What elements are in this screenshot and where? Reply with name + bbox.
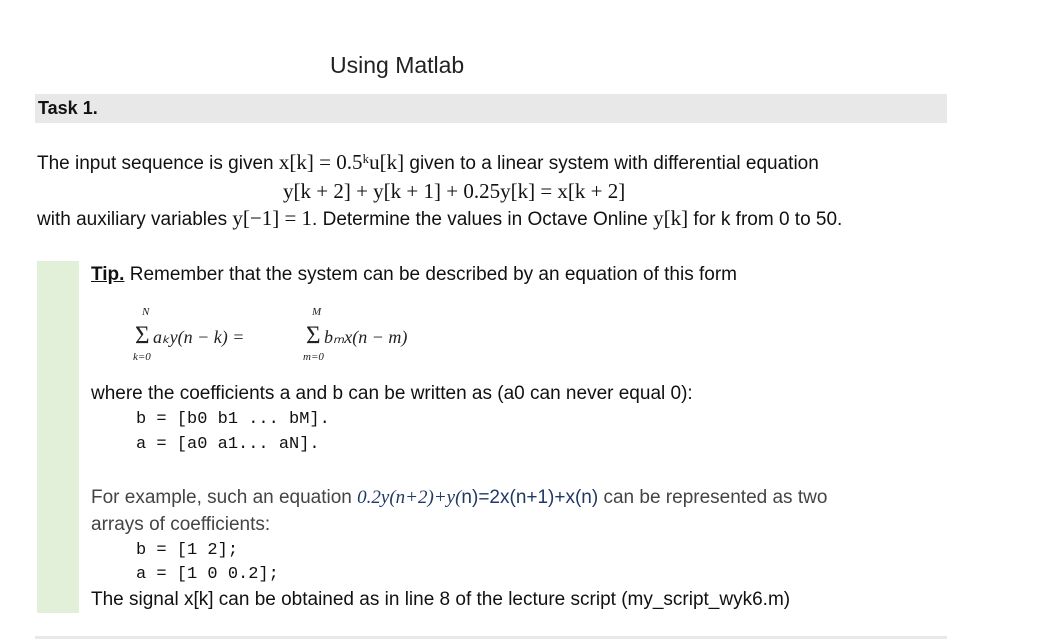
problem-line-3 — [37, 206, 842, 231]
text: given to a linear system with differential equation — [404, 153, 819, 174]
text: can be represented as two — [598, 487, 828, 508]
b-coefficients-line: b = [b0 b1 ... bM]. — [136, 410, 330, 429]
initial-condition-math: y[−1] = 1 — [232, 206, 313, 230]
sum1-upper-limit: N — [142, 306, 150, 318]
example-line-2: arrays of coefficients: — [91, 514, 271, 535]
example-equation-part2: )=2x(n+1)+x(n) — [472, 487, 599, 508]
tip-text: Remember that the system can be described by an equation of this form — [124, 264, 737, 285]
input-sequence-math: x[k] = 0.5ᵏu[k] — [278, 150, 405, 174]
example-equation-n: n — [461, 487, 472, 508]
a-example-line: a = [1 0 0.2]; — [136, 565, 279, 584]
sum1-lower-limit: k=0 — [133, 351, 151, 363]
bottom-divider — [35, 636, 947, 639]
sum2-sigma: Σ — [306, 322, 321, 349]
text: The input sequence is given — [37, 153, 279, 174]
difference-equation: y[k + 2] + y[k + 1] + 0.25y[k] = x[k + 2] — [283, 179, 626, 203]
text: for k from 0 to 50. — [688, 209, 843, 230]
sum2-upper-limit: M — [312, 306, 322, 318]
sum2-lower-limit: m=0 — [303, 351, 324, 363]
tip-stripe — [37, 261, 79, 613]
b-example-line: b = [1 2]; — [136, 541, 239, 560]
text: . Determine the values in Octave Online — [312, 209, 654, 230]
a-coefficients-line: a = [a0 a1... aN]. — [136, 435, 320, 454]
formula-rhs: bₘx(n − m) — [324, 327, 408, 347]
text: with auxiliary variables — [37, 209, 233, 230]
tip-line — [91, 264, 737, 286]
task-header-bar — [35, 94, 947, 123]
document-title: Using Matlab — [330, 52, 465, 78]
signal-note: The signal x[k] can be obtained as in line 8 of the lecture script (my_script_wyk6.m) — [91, 589, 791, 610]
task-label: Task 1. — [38, 98, 98, 118]
example-line-1 — [91, 487, 827, 509]
example-equation-part1: 0.2y(n+2)+y( — [357, 487, 462, 508]
tip-label: Tip. — [91, 264, 125, 285]
problem-line-1 — [37, 150, 819, 175]
formula-svg — [130, 305, 460, 365]
sum1-sigma: Σ — [135, 322, 150, 349]
general-form-formula — [130, 305, 460, 365]
coefficients-intro: where the coefficients a and b can be written as (a0 can never equal 0): — [91, 383, 693, 404]
output-math: y[k] — [653, 206, 689, 230]
formula-lhs: aₖy(n − k) = — [153, 327, 245, 347]
text: For example, such an equation — [91, 487, 358, 508]
